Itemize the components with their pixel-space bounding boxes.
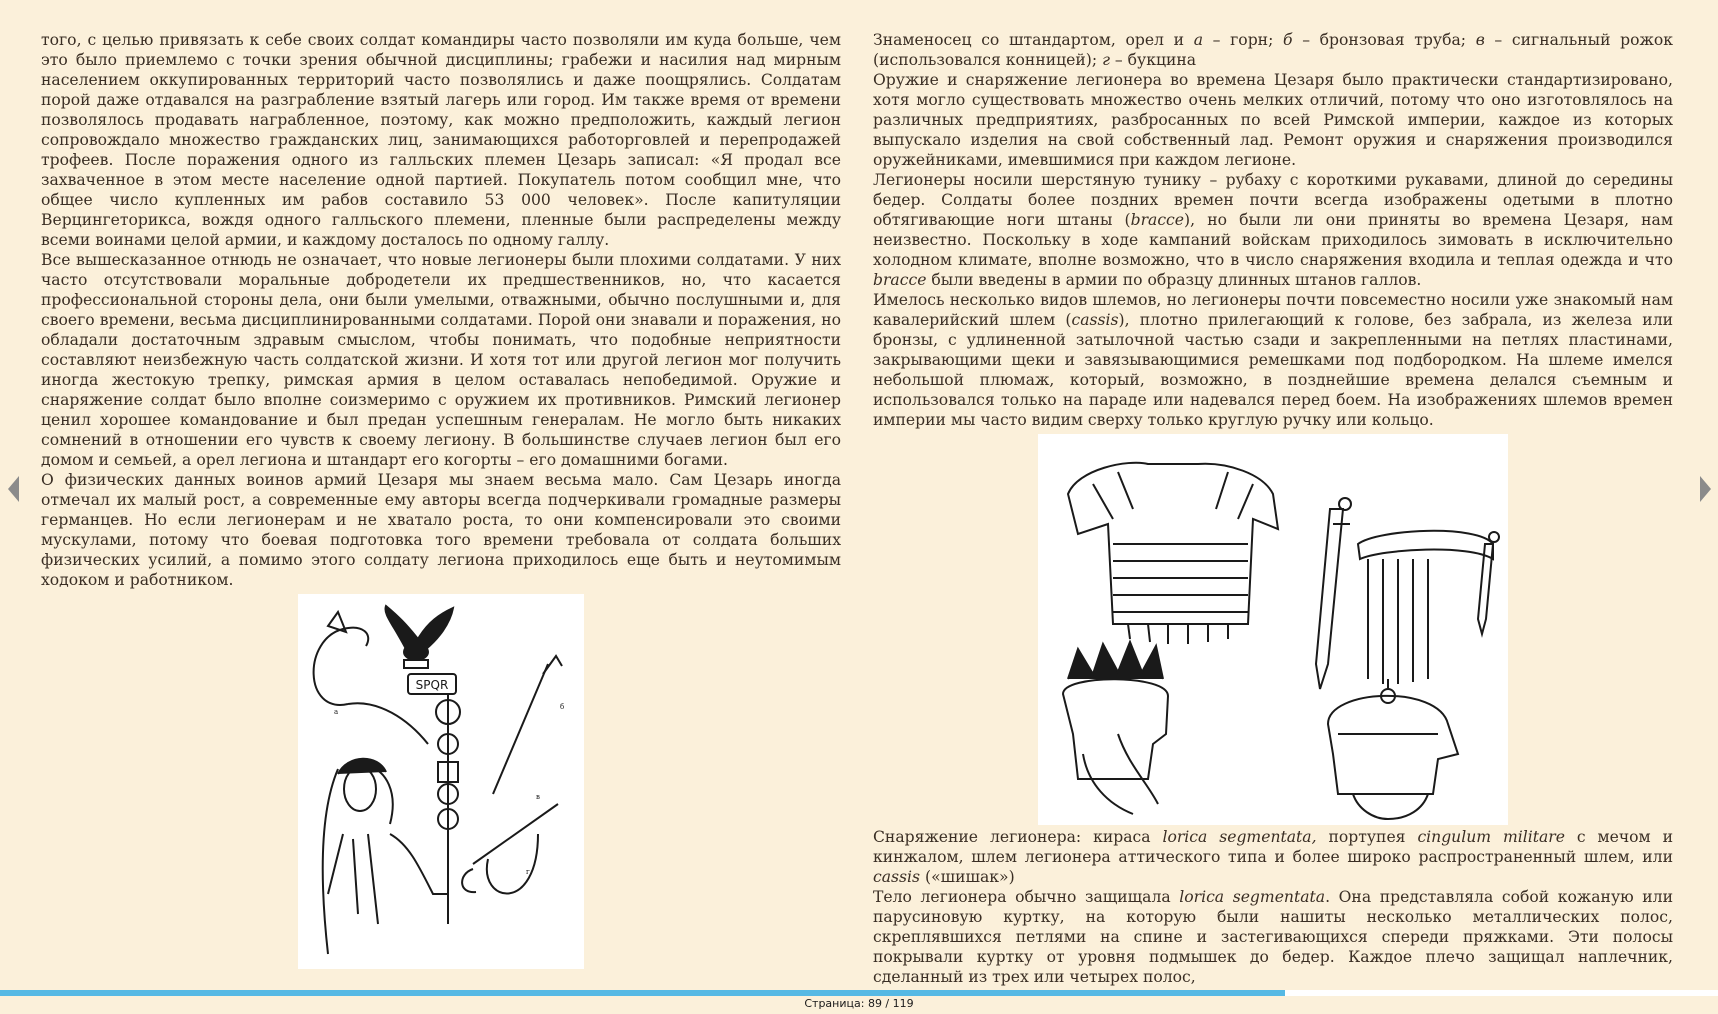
label-v: в <box>536 793 540 801</box>
spqr-plate-text: SPQR <box>415 678 449 692</box>
paragraph: Имелось несколько видов шлемов, но легионеры почти повсеместно носили уже знакомый нам кавалерийский шлем (cassis), плотно прилегающий к голове, без забрала, из железа или бронзы, с удлиненной затылочной частью сзади и закрепленными на петлях пластинами, закрывающими щеки и завязывающимися ремешками под подбородком. На шлеме имелся небольшой плюмаж, который, возможно, в позднейшие времена делался съемным и использовался только на параде или надевался перед боем. На изображениях шлемов времен империи мы часто видим сверху только круглую ручку или кольцо. <box>873 291 1673 429</box>
next-page-icon[interactable] <box>1700 476 1711 502</box>
paragraph: Тело легионера обычно защищала lorica segmentata. Она представляла собой кожаную или парусиновую куртку, на которую были нашиты несколько металлических полос, скреплявшихся петлями на спине и застегивающихся спереди пряжками. Эти полосы покрывали куртку от уровня подмышек до бедер. Каждое плечо защищал наплечник, сделанный из трех или четырех полос, <box>873 888 1673 986</box>
paragraph: Легионеры носили шерстяную тунику – рубаху с короткими рукавами, длиной до середины бедер. Солдаты более поздних времен почти всегда изображены одетыми в плотно обтягивающие ноги штаны (bracce), но были ли они приняты во времена Цезаря, нам неизвестно. Поскольку в ходе кампаний войскам приходилось зимовать в исключительно холодном климате, вполне возможно, что в число снаряжения входила и теплая одежда и что bracce были введены в армии по образцу длинных штанов галлов. <box>873 171 1673 289</box>
page-indicator: Страница: 89 / 119 <box>804 997 914 1010</box>
legion-standard-and-horns-illustration <box>298 594 584 969</box>
figure-caption: Знаменосец со штандартом, орел и а – горн; б – бронзовая труба; в – сигнальный рожок (использовался конницей); г – букцина <box>873 31 1673 69</box>
reading-progress-fill <box>0 990 1285 996</box>
legionary-equipment-illustration <box>1038 434 1508 825</box>
paragraph: того, с целью привязать к себе своих солдат командиры часто позволяли им куда больше, чем это было приемлемо с точки зрения обычной дисциплины; грабежи и насилия над мирным населением оккупированных территорий часто позволялись и даже поощрялись. Солдатам порой даже отдавался на разграбление взятый лагерь или город. Им также время от времени позволялось продавать награбленное, поэтому, как можно предположить, каждый легион сопровождало множество гражданских лиц, занимающихся работорговлей и перепродажей трофеев. После поражения одного из галльских племен Цезарь записал: «Я продал все захваченное в этом месте население одной партией. Покупатель потом сообщил мне, что общее число купленных им рабов составило 53 000 человек». После капитуляции Верцингеторикса, вождя одного галльского племени, пленные были распределены между всеми воинами целой армии, и каждому досталось по одному галлу. <box>41 31 841 249</box>
label-b: б <box>560 703 565 711</box>
reading-progress-bar[interactable] <box>0 990 1718 996</box>
paragraph: Оружие и снаряжение легионера во времена Цезаря было практически стандартизировано, хотя могло существовать множество очень мелких отличий, потому что оно изготовлялось на различных предприятиях, разбросанных по всей Римской империи, каждое из которых выпускало изделия на свой собственный лад. Ремонт оружия и снаряжения производился оружейниками, имевшимися при каждом легионе. <box>873 71 1673 169</box>
previous-page-icon[interactable] <box>8 476 19 502</box>
figure-caption: Снаряжение легионера: кираса lorica segmentata, портупея cingulum militare с мечом и кинжалом, шлем легионера аттического типа и более широко распространенный шлем, или cassis («шишак») <box>873 828 1673 886</box>
right-column <box>873 30 1673 987</box>
paragraph: О физических данных воинов армий Цезаря мы знаем весьма мало. Сам Цезарь иногда отмечал их малый рост, а современные ему авторы всегда подчеркивали громадные размеры германцев. Но если легионерам и не хватало роста, то они компенсировали это своими мускулами, потому что боевая подготовка того времени требовала от солдата больших физических усилий, а помимо этого солдату легиона приходилось еще быть и неутомимым ходоком и работником. <box>41 471 841 589</box>
label-g: г <box>526 868 530 876</box>
paragraph: Все вышесказанное отнюдь не означает, что новые легионеры были плохими солдатами. У них часто отсутствовали моральные добродетели их предшественников, но, что касается профессиональной стороны дела, они были умелыми, отважными, обычно послушными и, для своего времени, весьма дисциплинированными солдатами. Порой они знавали и поражения, но обладали достаточным здравым смыслом, чтобы понимать, что подобные неприятности составляют неизбежную часть солдатской жизни. И хотя тот или другой легион мог получить иногда жестокую трепку, римская армия в целом оставалась непобедимой. Оружие и снаряжение солдат было вполне соизмеримо с оружием их противников. Римский легионер ценил хорошее командование и был предан успешным генералам. Не могло быть никаких сомнений в отношении его чувств к своему легиону. В большинстве случаев легион был его домом и семьей, а орел легиона и штандарт его когорты – его домашними богами. <box>41 251 841 469</box>
label-a: а <box>334 708 339 716</box>
left-column <box>41 30 841 969</box>
